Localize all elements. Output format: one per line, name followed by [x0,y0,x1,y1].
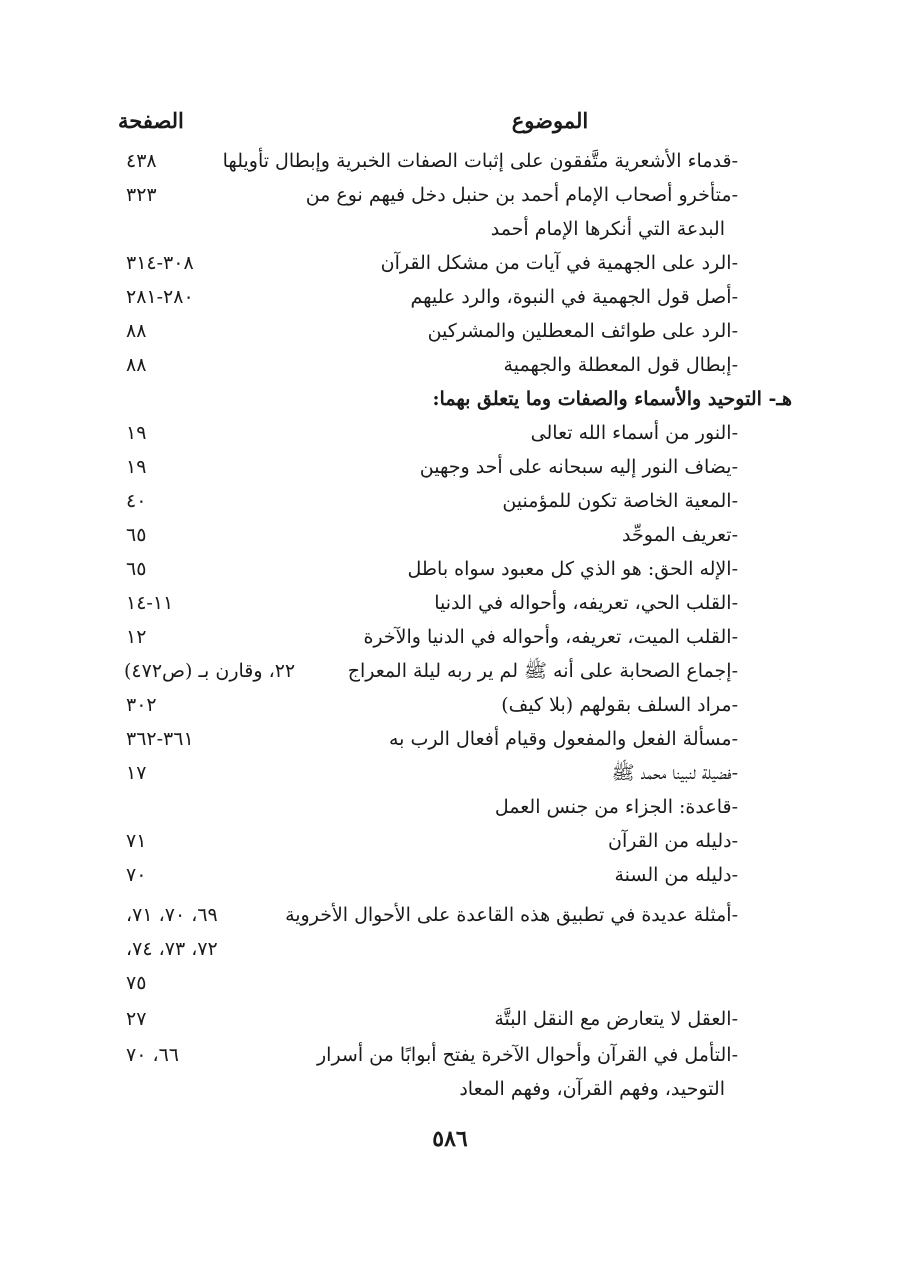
entry-topic: -أصل قول الجهمية في النبوة، والرد عليهم [410,286,738,308]
index-entry [0,586,900,620]
index-entry [0,246,900,280]
entry-pages: ١٩ [126,422,147,444]
entry-pages: ٨٨ [126,320,147,342]
entry-pages: ٣٢٣ [126,184,157,206]
index-entry [0,178,900,212]
index-entry [0,688,900,722]
entry-topic: -يضاف النور إليه سبحانه على أحد وجهين [419,456,738,478]
index-entry-pages-continuation [0,966,900,1000]
index-entry [0,314,900,348]
entry-topic: -مراد السلف بقولهم (بلا كيف) [501,694,738,716]
index-entry [0,348,900,382]
entry-pages: ٨٨ [126,354,147,376]
entry-pages: ٣٠٢ [126,694,157,716]
entry-topic: -إبطال قول المعطلة والجهمية [503,354,738,376]
entry-topic: -تعريف الموحِّد [622,524,738,546]
entry-pages: ٣٦١-٣٦٢ [126,728,194,750]
entry-topic: -دليله من السنة [614,864,738,886]
entry-pages: ٧١ [126,830,147,852]
index-entry [0,518,900,552]
index-entry-pages-continuation [0,932,900,966]
index-entry [0,144,900,178]
index-entry [0,1038,900,1072]
entry-pages: ٦٥ [126,558,147,580]
entry-pages: ١٢ [126,626,147,648]
entry-pages: ١٧ [126,762,147,784]
index-entry [0,790,900,824]
index-entry [0,552,900,586]
entry-pages: ١٩ [126,456,147,478]
entry-topic: -قدماء الأشعرية متَّفقون على إثبات الصفات الخبرية وإبطال تأويلها [222,150,738,172]
entry-pages: ٧٠ [126,864,147,886]
topic-column-header: الموضوع [511,108,589,133]
entry-pages: ٢٢، وقارن بـ (ص٤٧٢) [124,660,296,682]
entry-pages: ٤٠ [126,490,147,512]
entry-topic: -قاعدة: الجزاء من جنس العمل [494,796,738,818]
entry-pages: ١١-١٤ [126,592,174,614]
entry-topic: -القلب الحي، تعريفه، وأحواله في الدنيا [434,592,738,614]
index-entry [0,898,900,932]
entry-pages: ٧٥ [126,972,147,994]
index-entry [0,722,900,756]
entry-topic: -إجماع الصحابة على أنه ﷺ لم ير ربه ليلة المعراج [347,660,738,682]
index-entry [0,1002,900,1036]
entry-topic: -القلب الميت، تعريفه، وأحواله في الدنيا والآخرة [363,626,738,648]
entry-topic-continuation: البدعة التي أنكرها الإمام أحمد [490,218,725,240]
entry-pages: ٧٢، ٧٣، ٧٤، [126,938,218,960]
entry-pages: ٢٨٠-٢٨١ [126,286,194,308]
index-entry [0,824,900,858]
entry-topic: -فضيلة لنبينا محمد ﷺ [611,762,738,784]
entry-topic: -التأمل في القرآن وأحوال الآخرة يفتح أبوابًا من أسرار [316,1044,738,1066]
entry-topic: -العقل لا يتعارض مع النقل البتَّة [494,1008,738,1030]
entry-pages: ٦٦، ٧٠ [126,1044,180,1066]
index-entry [0,484,900,518]
entry-pages: ٦٥ [126,524,147,546]
entry-topic: -الإله الحق: هو الذي كل معبود سواه باطل [407,558,738,580]
entry-topic-continuation: التوحيد، وفهم القرآن، وفهم المعاد [459,1078,725,1100]
index-entry-continuation [0,1072,900,1106]
section-heading [0,382,900,416]
entry-topic: -مسألة الفعل والمفعول وقيام أفعال الرب به [389,728,738,750]
page-column-header: الصفحة [118,108,184,133]
entry-topic: -الرد على طوائف المعطلين والمشركين [427,320,738,342]
section-title: هـ- التوحيد والأسماء والصفات وما يتعلق بهما: [432,388,792,410]
index-entry [0,620,900,654]
index-entry [0,756,900,790]
index-entry [0,450,900,484]
entry-topic: -الرد على الجهمية في آيات من مشكل القرآن [380,252,738,274]
index-entry [0,416,900,450]
index-entry [0,280,900,314]
entry-topic: -متأخرو أصحاب الإمام أحمد بن حنبل دخل فيهم نوع من [305,184,738,206]
page-number: ٥٨٦ [432,1126,468,1152]
entry-topic: -النور من أسماء الله تعالى [530,422,738,444]
entry-pages: ٤٣٨ [126,150,157,172]
entry-pages: ٦٩، ٧٠، ٧١، [126,904,218,926]
entry-topic: -دليله من القرآن [608,830,738,852]
entry-pages: ٣٠٨-٣١٤ [126,252,194,274]
index-entry [0,858,900,892]
index-entry [0,654,900,688]
entry-pages: ٢٧ [126,1008,147,1030]
index-entry-continuation [0,212,900,246]
entry-topic: -المعية الخاصة تكون للمؤمنين [502,490,738,512]
entry-topic: -أمثلة عديدة في تطبيق هذه القاعدة على الأحوال الأخروية [285,904,738,926]
